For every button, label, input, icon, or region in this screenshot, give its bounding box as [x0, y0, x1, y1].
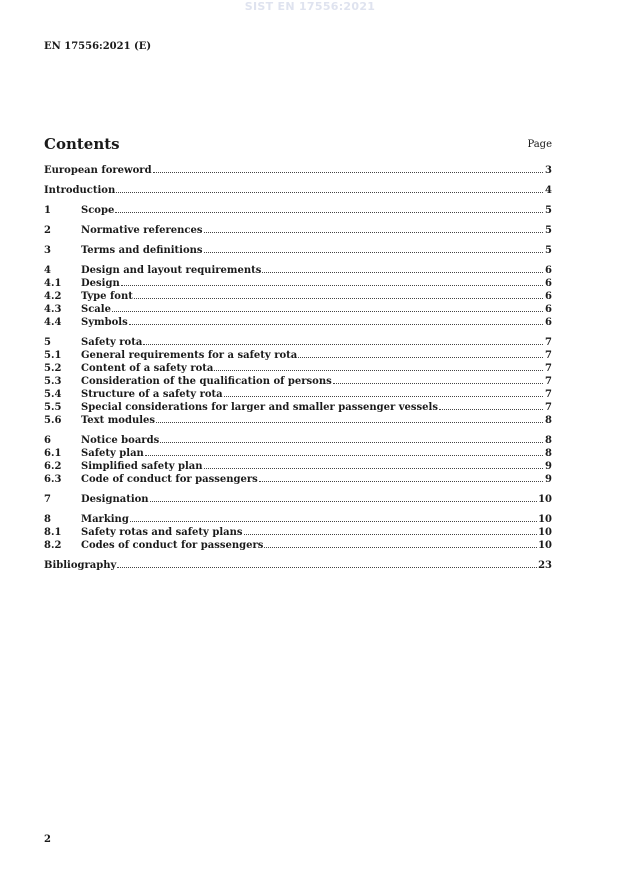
- toc-entry-title: [81, 362, 544, 375]
- toc-entry-number: 4.4: [44, 317, 62, 328]
- toc-leader-dots: [244, 534, 538, 535]
- toc-entry-title: [44, 184, 544, 197]
- toc-entry-title: [81, 290, 544, 303]
- toc-entry-title-text: Bibliography: [44, 560, 117, 571]
- toc-entry-page: 9: [545, 474, 552, 485]
- toc-entry-number: 4.2: [44, 291, 62, 302]
- toc-entry-title: [44, 559, 538, 572]
- toc-entry-title-text: Designation: [81, 494, 149, 505]
- toc-entry-title: [81, 460, 544, 473]
- toc-entry-title: [81, 375, 544, 388]
- toc-leader-dots: [160, 442, 543, 443]
- toc-entry[interactable]: [44, 539, 552, 552]
- toc-entry-number: 8.2: [44, 540, 62, 551]
- toc-entry[interactable]: [44, 473, 552, 486]
- toc-entry-page: 6: [545, 291, 552, 302]
- toc-entry-title-text: Simplified safety plan: [81, 461, 203, 472]
- toc-entry-page: 6: [545, 304, 552, 315]
- toc-entry-number: 5.2: [44, 363, 62, 374]
- toc-leader-dots: [224, 396, 543, 397]
- toc-entry-page: 5: [545, 225, 552, 236]
- toc-entry-page: 23: [538, 560, 552, 571]
- toc-entry[interactable]: [44, 290, 552, 303]
- toc-entry-number: 2: [44, 225, 51, 236]
- toc-entry-page: 7: [545, 402, 552, 413]
- toc-leader-dots: [145, 455, 543, 456]
- toc-leader-dots: [121, 285, 543, 286]
- toc-entry[interactable]: [44, 460, 552, 473]
- toc-entry-title: [81, 264, 544, 277]
- toc-entry-title-text: Special considerations for larger and smaller passenger vessels: [81, 402, 438, 413]
- toc-entry[interactable]: [44, 164, 552, 177]
- toc-leader-dots: [204, 252, 543, 253]
- toc-leader-dots: [134, 298, 543, 299]
- toc-entry[interactable]: [44, 493, 552, 506]
- toc-entry-title-text: Type font: [81, 291, 133, 302]
- toc-entry-page: 7: [545, 350, 552, 361]
- toc-entry-title: [81, 244, 544, 257]
- toc-entry-title-text: Safety rota: [81, 337, 143, 348]
- toc-entry-title-text: Safety rotas and safety plans: [81, 527, 243, 538]
- toc-entry-title: [81, 414, 544, 427]
- toc-entry[interactable]: [44, 224, 552, 237]
- toc-entry-title: [81, 277, 544, 290]
- toc-entry-page: 7: [545, 376, 552, 387]
- toc-entry-page: 9: [545, 461, 552, 472]
- toc-entry[interactable]: [44, 447, 552, 460]
- page-number: 2: [44, 834, 51, 845]
- toc-entry-title: [81, 473, 544, 486]
- toc-entry-page: 6: [545, 317, 552, 328]
- toc-entry-number: 5.5: [44, 402, 62, 413]
- toc-entry[interactable]: [44, 513, 552, 526]
- toc-entry[interactable]: [44, 559, 552, 572]
- toc-entry-page: 7: [545, 389, 552, 400]
- toc-entry-title-text: General requirements for a safety rota: [81, 350, 298, 361]
- toc-leader-dots: [214, 370, 543, 371]
- toc-entry-title-text: Code of conduct for passengers: [81, 474, 258, 485]
- toc-entry-page: 10: [538, 527, 552, 538]
- toc-entry-number: 8: [44, 514, 51, 525]
- toc-entry-number: 5.6: [44, 415, 62, 426]
- toc-entry-title-text: Consideration of the qualification of persons: [81, 376, 332, 387]
- toc-entry[interactable]: [44, 303, 552, 316]
- toc-leader-dots: [130, 521, 537, 522]
- toc-entry[interactable]: [44, 264, 552, 277]
- toc-entry-number: 3: [44, 245, 51, 256]
- toc-entry-title: [81, 539, 538, 552]
- toc-entry-page: 5: [545, 205, 552, 216]
- toc-entry-number: 1: [44, 205, 51, 216]
- toc-entry-page: 8: [545, 415, 552, 426]
- toc-leader-dots: [116, 192, 543, 193]
- toc-entry[interactable]: [44, 401, 552, 414]
- toc-entry[interactable]: [44, 414, 552, 427]
- toc-entry-title: [44, 164, 544, 177]
- toc-entry-page: 10: [538, 514, 552, 525]
- page-column-label: Page: [527, 139, 552, 150]
- toc-entry-page: 8: [545, 435, 552, 446]
- toc-leader-dots: [333, 383, 543, 384]
- toc-leader-dots: [153, 172, 543, 173]
- toc-entry-page: 5: [545, 245, 552, 256]
- toc-entry-title: [81, 204, 544, 217]
- toc-entry-title-text: Design and layout requirements: [81, 265, 262, 276]
- toc-entry-number: 7: [44, 494, 51, 505]
- toc-entry[interactable]: [44, 277, 552, 290]
- toc-entry[interactable]: [44, 316, 552, 329]
- toc-leader-dots: [150, 501, 538, 502]
- toc-leader-dots: [262, 272, 543, 273]
- toc-entry-title-text: Scope: [81, 205, 115, 216]
- toc-entry[interactable]: [44, 349, 552, 362]
- toc-entry[interactable]: [44, 204, 552, 217]
- toc-entry-title: [81, 526, 538, 539]
- toc-entry-title-text: Codes of conduct for passengers: [81, 540, 264, 551]
- toc-entry-title: [81, 316, 544, 329]
- toc-entry-page: 3: [545, 165, 552, 176]
- toc-leader-dots: [259, 481, 543, 482]
- toc-entry[interactable]: [44, 184, 552, 197]
- toc-leader-dots: [143, 344, 543, 345]
- toc-entry-number: 6: [44, 435, 51, 446]
- toc-entry-title-text: Marking: [81, 514, 129, 525]
- toc-entry-title-text: Structure of a safety rota: [81, 389, 223, 400]
- toc-entry-number: 6.1: [44, 448, 62, 459]
- toc-entry-page: 7: [545, 337, 552, 348]
- toc-entry-title-text: Introduction: [44, 185, 116, 196]
- document-id: EN 17556:2021 (E): [44, 41, 152, 52]
- toc-entry-number: 4.3: [44, 304, 62, 315]
- toc-entry-page: 6: [545, 265, 552, 276]
- toc-entry[interactable]: [44, 375, 552, 388]
- toc-entry[interactable]: [44, 244, 552, 257]
- toc-entry-title: [81, 303, 544, 316]
- toc-leader-dots: [112, 311, 543, 312]
- toc-entry-title: [81, 493, 538, 506]
- toc-entry-title-text: Safety plan: [81, 448, 144, 459]
- toc-entry-title: [81, 434, 544, 447]
- toc-entry-title-text: Scale: [81, 304, 111, 315]
- toc-entry-title: [81, 349, 544, 362]
- toc-entry-page: 6: [545, 278, 552, 289]
- toc-entry[interactable]: [44, 362, 552, 375]
- toc-leader-dots: [439, 409, 543, 410]
- toc-entry-number: 5.4: [44, 389, 62, 400]
- toc-entry-number: 5: [44, 337, 51, 348]
- toc-leader-dots: [204, 468, 543, 469]
- toc-entry-title: [81, 513, 538, 526]
- toc-entry-title-text: Normative references: [81, 225, 203, 236]
- watermark: SIST EN 17556:2021: [244, 0, 376, 13]
- toc-entry-number: 6.3: [44, 474, 62, 485]
- toc-entry-title-text: Design: [81, 278, 120, 289]
- toc-entry-title-text: Content of a safety rota: [81, 363, 214, 374]
- toc-leader-dots: [264, 547, 537, 548]
- toc-entry-title-text: Notice boards: [81, 435, 160, 446]
- toc-entry-title: [81, 336, 544, 349]
- toc-entry-number: 4.1: [44, 278, 62, 289]
- toc-leader-dots: [129, 324, 543, 325]
- toc-entry-page: 7: [545, 363, 552, 374]
- toc-entry[interactable]: [44, 526, 552, 539]
- toc-entry-number: 4: [44, 265, 51, 276]
- toc-entry[interactable]: [44, 434, 552, 447]
- toc-entry-title-text: Text modules: [81, 415, 156, 426]
- toc-entry[interactable]: [44, 388, 552, 401]
- toc-entry-title-text: Symbols: [81, 317, 128, 328]
- toc-entry-page: 8: [545, 448, 552, 459]
- toc-entry-title: [81, 447, 544, 460]
- toc-leader-dots: [115, 212, 543, 213]
- toc-entry-page: 10: [538, 494, 552, 505]
- toc-entry-page: 10: [538, 540, 552, 551]
- table-of-contents: [44, 164, 552, 572]
- toc-entry[interactable]: [44, 336, 552, 349]
- toc-entry-number: 6.2: [44, 461, 62, 472]
- toc-entry-title-text: Terms and definitions: [81, 245, 203, 256]
- contents-title: Contents: [44, 135, 120, 153]
- toc-entry-title-text: European foreword: [44, 165, 152, 176]
- toc-entry-number: 5.1: [44, 350, 62, 361]
- toc-entry-title: [81, 224, 544, 237]
- toc-leader-dots: [204, 232, 544, 233]
- toc-leader-dots: [117, 567, 537, 568]
- toc-leader-dots: [156, 422, 543, 423]
- toc-entry-title: [81, 401, 544, 414]
- toc-entry-number: 8.1: [44, 527, 62, 538]
- toc-entry-number: 5.3: [44, 376, 62, 387]
- toc-entry-page: 4: [545, 185, 552, 196]
- toc-entry-title: [81, 388, 544, 401]
- toc-leader-dots: [298, 357, 543, 358]
